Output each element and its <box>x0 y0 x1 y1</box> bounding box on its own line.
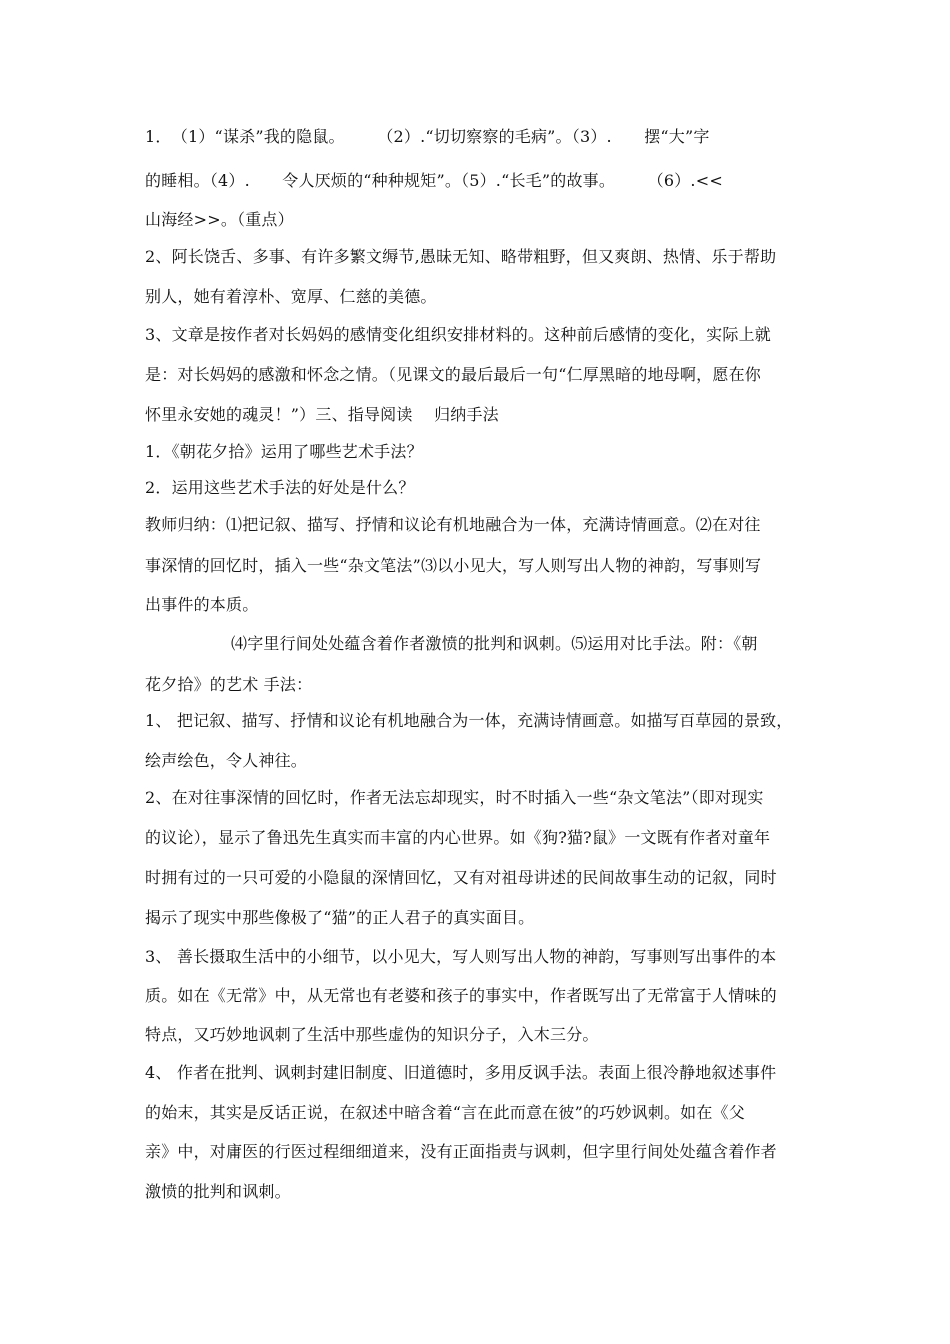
text-line: 4、 作者在批判、讽刺封建旧制度、旧道德时，多用反讽手法。表面上很冷静地叙述事件 <box>145 1063 777 1082</box>
text-line: 特点，又巧妙地讽刺了生活中那些虚伪的知识分子，入木三分。 <box>145 1025 599 1044</box>
text-line: 的睡相。（4）. 令人厌烦的“种种规矩”。（5）.“长毛”的故事。 （6）.<< <box>145 171 723 190</box>
text-line: 1．《朝花夕拾》运用了哪些艺术手法？ <box>145 442 423 461</box>
text-line: 亲》中，对庸医的行医过程细细道来，没有正面指责与讽刺，但字里行间处处蕴含着作者 <box>145 1142 777 1161</box>
text-line: 教师归纳：⑴把记叙、描写、抒情和议论有机地融合为一体，充满诗情画意。⑵在对往 <box>145 515 761 534</box>
text-line: 的始末，其实是反话正说，在叙述中暗含着“言在此而意在彼”的巧妙讽刺。如在《父 <box>145 1103 745 1122</box>
text-line: 绘声绘色，令人神往。 <box>145 751 308 770</box>
text-line: 1． （1）“谋杀”我的隐鼠。 （2）.“切切察察的毛病”。（3）. 摆“大”字 <box>145 127 710 146</box>
text-line: 山海经>>。（重点） <box>145 210 294 229</box>
text-line: 2．运用这些艺术手法的好处是什么？ <box>145 478 415 497</box>
text-line: 揭示了现实中那些像极了“猫”的正人君子的真实面目。 <box>145 908 535 927</box>
text-line: 花夕拾》的艺术 手法： <box>145 675 313 694</box>
text-line: 怀里永安她的魂灵！”）三、指导阅读 归纳手法 <box>145 405 499 424</box>
text-line: 3、 善长摄取生活中的小细节，以小见大，写人则写出人物的神韵，写事则写出事件的本 <box>145 947 777 966</box>
text-line: 的议论），显示了鲁迅先生真实而丰富的内心世界。如《狗?猫?鼠》一文既有作者对童年 <box>145 828 771 847</box>
text-line: ⑷字里行间处处蕴含着作者激愤的批判和讽刺。⑸运用对比手法。附：《朝 <box>231 634 758 653</box>
text-line: 时拥有过的一只可爱的小隐鼠的深情回忆，又有对祖母讲述的民间故事生动的记叙，同时 <box>145 868 777 887</box>
text-line: 事深情的回忆时，插入一些“杂文笔法”⑶以小见大，写人则写出人物的神韵，写事则写 <box>145 556 762 575</box>
text-line: 1、 把记叙、描写、抒情和议论有机地融合为一体，充满诗情画意。如描写百草园的景致， <box>145 711 793 730</box>
text-line: 质。如在《无常》中，从无常也有老婆和孩子的事实中，作者既写出了无常富于人情味的 <box>145 986 777 1005</box>
text-line: 出事件的本质。 <box>145 595 259 614</box>
text-line: 别人，她有着淳朴、宽厚、仁慈的美德。 <box>145 287 437 306</box>
text-line: 是：对长妈妈的感激和怀念之情。（见课文的最后最后一句“仁厚黑暗的地母啊，愿在你 <box>145 365 761 384</box>
text-line: 2、阿长饶舌、多事、有许多繁文缛节,愚昧无知、略带粗野，但又爽朗、热情、乐于帮助 <box>145 247 777 266</box>
text-line: 3、文章是按作者对长妈妈的感情变化组织安排材料的。这种前后感情的变化，实际上就 <box>145 325 771 344</box>
text-line: 激愤的批判和讽刺。 <box>145 1182 291 1201</box>
text-line: 2、在对往事深情的回忆时，作者无法忘却现实，时不时插入一些“杂文笔法”（即对现实 <box>145 788 764 807</box>
